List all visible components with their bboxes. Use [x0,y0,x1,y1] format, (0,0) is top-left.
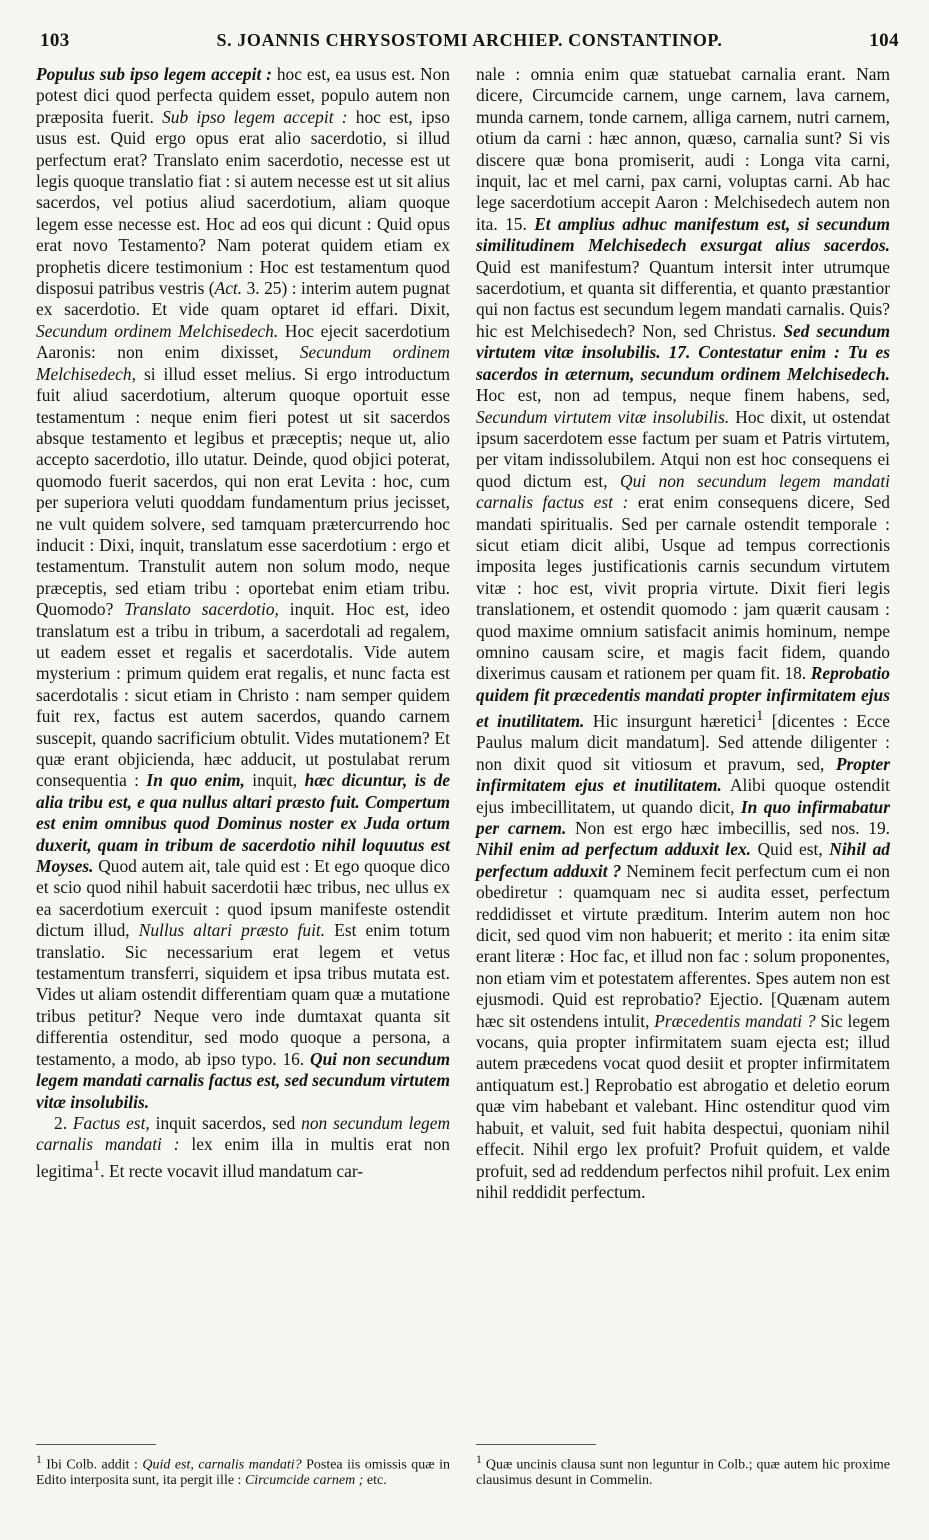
left-paragraph-1: Populus sub ipso legem accepit : hoc est, ea usus est. Non potest dici quod perfecta quidem esset, populo autem non præposita fuerit. Sub ipso legem accepit : hoc est, ipso usus est. Quid ergo opus erat alio sacerdotio, si illud perfectum erat? Translato enim sacerdotio, necesse est ut legis quoque translatio fiat : si autem necesse est ut sit alius sacerdos, vel potius aliud sacerdotium, aliam quoque legem esse necesse est. Hoc ad eos qui dicunt : Quid opus erat novo Testamento? Nam poterat quidem etiam ex prophetis dicere testimonium : Hoc est testamentum quod disposui patribus vestris (Act. 3. 25) : interim autem pugnat ex sacerdotio. Et vide quam optaret id effari. Dixit, Secundum ordinem Melchisedech. Hoc ejecit sacerdotium Aaronis: non enim dixisset, Secundum ordinem Melchisedech, si illud esset melius. Si ergo introductum fuit aliud sacerdotium, alterum quoque oportuit esse testamentum : neque enim fieri potest ut sit sacerdos absque testamento et legibus et præceptis; neque ut, alio accepto sacerdotio, illo utatur. Deinde, quod objici poterat, quomodo fuerit sacerdos, qui non erat Levita : hoc, cum per superiora veluti quoddam fundamentum prius jecisset, ne vult quidem solvere, sed tamquam prætercurrendo hoc inducit : Dixi, inquit, translatum esse sacerdotium : ergo et testamentum. Transtulit autem non solum modo, neque præceptis, sed etiam tribu : oportebat enim etiam tribu. Quomodo? Translato sacerdotio, inquit. Hoc est, ideo translatum est a tribu in tribum, a sacerdotali ad regalem, ut eadem esset et regalis et sacerdotalis. Vide autem mysterium : primum quidem erat regalis, et nunc facta est sacerdotalis : sicut etiam in Christo : nam semper quidem fuit rex, factus est autem sacerdos, quando carnem suscepit, quando sacrificium obtulit. Vides mutationem? Et quæ erant objicienda, hæc adducit, ut postulabat rerum consequentia : In quo enim, inquit, hæc dicuntur, is de alia tribu est, e qua nullus altari præsto fuit. Compertum est enim omnibus quod Dominus noster ex Juda ortum duxerit, quam in tribum de sacerdotio nihil loquutus est Moyses. Quod autem ait, tale quid est : Et ego quoque dico et scio quod nihil habuit sacerdotii hæc tribus, nec ullus ex ea sacerdotium exercuit : quod ipsum manifeste ostendit dictum illud, Nullus altari præsto fuit. Est enim totum translatio. Sic necessarium erat legem et vetus testamentum transferri, siquidem et ipsa tribus mutata est. Vides ut aliam ostendit differentiam quam quæ a mutatione tribus petitur? Neque vero inde dumtaxat quanta sit differentia ostenditur, sed modo quoque a persona, a testamento, a modo, ab ipso typo. 16. Qui non secundum legem mandati carnalis factus est, sed secundum virtutem vitæ insolubilis. [36,64,450,1112]
right-paragraph-1: nale : omnia enim quæ statuebat carnalia erant. Nam dicere, Circumcide carnem, unge carnem, lava carnem, munda carnem, tonde carnem, alliga carnem, nutri carnem, otium da carni : hæc annon, quæso, carnalia sunt? Si vis discere quæ bona promiserit, audi : Longa vita carni, inquit, lac et mel carni, pax carni, voluptas carni. Ab hac lege sacerdotium accepit Aaron : Melchisedech autem non ita. 15. Et amplius adhuc manifestum est, si secundum similitudinem Melchisedech exsurgat alius sacerdos. Quid est manifestum? Quantum intersit inter utrumque sacerdotium, et quanta sit differentia, et quanto præstantior qui non factus est secundum legem mandati carnalis. Quis? hic est Melchisedech? Non, sed Christus. Sed secundum virtutem vitæ insolubilis. 17. Contestatur enim : Tu es sacerdos in æternum, secundum ordinem Melchisedech. Hoc est, non ad tempus, neque finem habens, sed, Secundum virtutem vitæ insolubilis. Hoc dixit, ut ostendat ipsum sacerdotem esse factum per suam et Patris virtutem, per vitam indissolubilem. Atqui non est hoc consequens ei quod dictum est, Qui non secundum legem mandati carnalis factus est : erat enim consequens dicere, Sed mandati spiritualis. Sed per carnale ostendit temporale : sicut etiam dicit alibi, Usque ad tempus correctionis imposita leges justificationis carnis secundum virtutem vitæ : hoc est, vivit propria virtute. Dixit fieri legis translationem, et ostendit quomodo : jam quærit causam : quod maxime omnium satisfacit animis hominum, nempe omnino causam scire, et magis facit fidem, quando dixerimus causam et rationem per quam fit. 18. Reprobatio quidem fit præcedentis mandati propter infirmitatem ejus et inutilitatem. Hic insurgunt hæretici$^1$ [dicentes : Ecce Paulus malum dicit mandatum]. Sed attende diligenter : non dixit quod sit vitiosum et pravum, sed, Propter infirmitatem ejus et inutilitatem. Alibi quoque ostendit ejus imbecillitatem, ut quando dicit, In quo infirmabatur per carnem. Non est ergo hæc imbecillis, sed nos. 19. Nihil enim ad perfectum adduxit lex. Quid est, Nihil ad perfectum adduxit ? Neminem fecit perfectum cum ei non obediretur : quamquam nec si audita esset, perfectum reddidisset et virtute præditum. Interim autem non hoc dicit, sed quod vim non habuerit; et merito : ita enim sitæ erant literæ : Hoc fac, et illud non fac : solum proponentes, non etiam vim et potestatem afferentes. Spes autem non est ejusmodi. Quid est reprobatio? Ejectio. [Quænam autem hæc sit ostendens intulit, Præcedentis mandati ? Sic legem vocans, quia propter infirmitatem suam ejecta est; illud autem præcedens vocat quod desiit et propter infirmitatem antiquatum est.] Reprobatio est abrogatio et deletio eorum quæ vim habebant et valebant. Hinc ostenditur quod vim habuit, et valuit, sed fuit habita despectui, quoniam nihil effecit. Nihil ergo lex profuit? Profuit quidem, et valde profuit, sed ad reddendum perfectos nihil profuit. Lex enim nihil reddidit perfectum. [476,64,891,1202]
footnote-rule-left [36,1444,156,1445]
left-column [36,64,450,1182]
right-column [476,64,890,1203]
page-number-right: 104 [869,30,899,51]
page-header [40,30,899,56]
page-number-left: 103 [40,30,70,51]
footnote-right: $^1$ Quæ uncinis clausa sunt non leguntur in Colb.; quæ autem hic proxime clausimus desunt in Commelin. [476,1453,890,1489]
footnote-left: $^1$ Ibi Colb. addit : Quid est, carnalis mandati? Postea iis omissis quæ in Edito interposita sunt, ita pergit ille : Circumcide carnem ; etc. [36,1453,450,1489]
left-paragraph-2: 2. Factus est, inquit sacerdos, sed non secundum legem carnalis mandati : lex enim illa in multis erat non legitima$^1$. Et recte vocavit illud mandatum car- [36,1112,451,1181]
running-title: S. JOANNIS CHRYSOSTOMI ARCHIEP. CONSTANTINOP. [216,30,723,50]
footnote-rule-right [476,1444,596,1445]
